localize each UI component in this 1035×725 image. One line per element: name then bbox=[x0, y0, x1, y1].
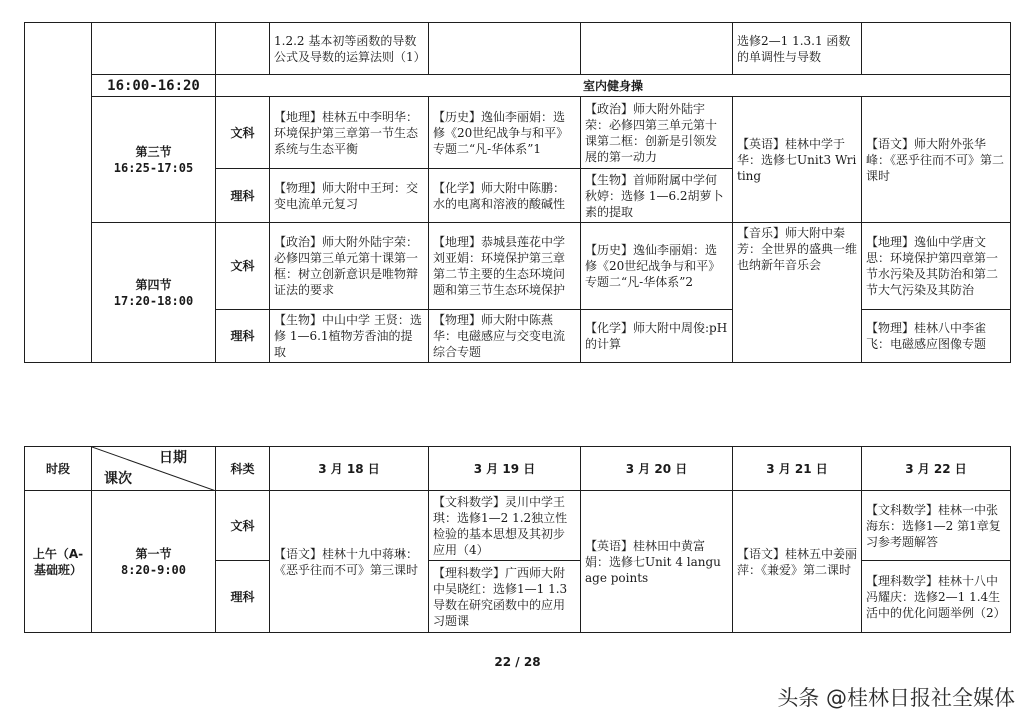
lesson-cell: 【音乐】师大附中秦芳：全世界的盛典一维也纳新年音乐会 bbox=[733, 223, 862, 363]
lesson-cell: 【化学】师大附中周俊:pH的计算 bbox=[581, 310, 733, 363]
header-category: 科类 bbox=[216, 447, 270, 491]
header-date-2: 3 月 19 日 bbox=[429, 447, 581, 491]
section-time: 8:20-9:00 bbox=[120, 562, 187, 577]
lesson-cell: 【历史】逸仙李丽娟：选修《20世纪战争与和平》专题二“凡-华体系”2 bbox=[581, 223, 733, 310]
category-li: 理科 bbox=[216, 561, 270, 633]
section-title: 第一节 bbox=[135, 546, 172, 561]
lesson-cell: 【生物】中山中学 王贤：选修 1—6.1植物芳香油的提取 bbox=[270, 310, 429, 363]
table-row bbox=[25, 97, 1011, 169]
lesson-cell: 【物理】师大附中陈燕华：电磁感应与交变电流综合专题 bbox=[429, 310, 581, 363]
lesson-cell: 【理科数学】广西师大附中吴晓红：选修1—1 1.3导数在研究函数中的应用习题课 bbox=[429, 561, 581, 633]
page-number: 22 / 28 bbox=[494, 655, 541, 669]
empty-cell bbox=[216, 23, 270, 75]
category-li: 理科 bbox=[216, 310, 270, 363]
header-date-5: 3 月 22 日 bbox=[862, 447, 1011, 491]
category-li: 理科 bbox=[216, 169, 270, 223]
period-cell-empty bbox=[25, 23, 92, 363]
lesson-cell: 【历史】逸仙李丽娟：选修《20世纪战争与和平》专题二“凡-华体系”1 bbox=[429, 97, 581, 169]
section-1-cell bbox=[92, 491, 216, 633]
lesson-cell: 【语文】桂林十九中蒋琳：《恶乎往而不可》第三课时 bbox=[270, 491, 429, 633]
empty-cell bbox=[92, 23, 216, 75]
table-row bbox=[25, 75, 1011, 97]
lesson-cell: 【政治】师大附外陆宇荣：必修四第三单元第十课第一框：树立创新意识是唯物辩证法的要求 bbox=[270, 223, 429, 310]
empty-cell bbox=[429, 23, 581, 75]
period-morning: 上午（A-基础班） bbox=[25, 491, 92, 633]
lesson-cell: 【理科数学】桂林十八中冯耀庆：选修2—1 1.4生活中的优化问题举例（2） bbox=[862, 561, 1011, 633]
empty-cell bbox=[581, 23, 733, 75]
lesson-cell: 【文科数学】灵川中学王琪：选修1—2 1.2独立性检验的基本思想及其初步应用（4） bbox=[429, 491, 581, 561]
table-row bbox=[25, 223, 1011, 310]
break-activity: 室内健身操 bbox=[216, 75, 1011, 97]
break-time: 16:00-16:20 bbox=[92, 75, 216, 97]
category-wen: 文科 bbox=[216, 491, 270, 561]
table-row bbox=[25, 23, 1011, 75]
table-row bbox=[25, 491, 1011, 561]
lesson-cell: 【物理】师大附中王珂：交变电流单元复习 bbox=[270, 169, 429, 223]
lesson-cell: 选修2—1 1.3.1 函数的单调性与导数 bbox=[733, 23, 862, 75]
header-period: 时段 bbox=[25, 447, 92, 491]
lesson-cell: 1.2.2 基本初等函数的导数公式及导数的运算法则（1） bbox=[270, 23, 429, 75]
section-time: 17:20-18:00 bbox=[113, 293, 194, 308]
lesson-cell: 【文科数学】桂林一中张海东：选修1—2 第1章复习参考题解答 bbox=[862, 491, 1011, 561]
lesson-cell: 【地理】逸仙中学唐文思：环境保护第四章第一节水污染及其防治和第二节大气污染及其防治 bbox=[862, 223, 1011, 310]
schedule-table bbox=[24, 446, 1011, 633]
header-row bbox=[25, 447, 1011, 491]
lesson-cell: 【英语】桂林中学于华：选修七Unit3 Writing bbox=[733, 97, 862, 223]
header-date-4: 3 月 21 日 bbox=[733, 447, 862, 491]
section-title: 第四节 bbox=[135, 277, 172, 292]
lesson-cell: 【英语】桂林田中黄富娟：选修七Unit 4 language points bbox=[581, 491, 733, 633]
lesson-cell: 【化学】师大附中陈鹏：水的电离和溶液的酸碱性 bbox=[429, 169, 581, 223]
category-wen: 文科 bbox=[216, 223, 270, 310]
header-date-3: 3 月 20 日 bbox=[581, 447, 733, 491]
header-date-lesson bbox=[92, 447, 216, 491]
lesson-cell: 【语文】桂林五中姜丽萍：《兼爱》第二课时 bbox=[733, 491, 862, 633]
watermark: 头条 @桂林日报社全媒体 bbox=[777, 686, 1015, 710]
section-3-cell bbox=[92, 97, 216, 223]
lesson-cell: 【生物】首师附属中学何秋婷：选修 1—6.2胡萝卜素的提取 bbox=[581, 169, 733, 223]
section-title: 第三节 bbox=[135, 144, 172, 159]
lesson-cell: 【语文】师大附外张华峰：《恶乎往而不可》第二课时 bbox=[862, 97, 1011, 223]
lesson-cell: 【地理】恭城县莲花中学刘亚娟：环境保护第三章第二节主要的生态环境问题和第三节生态环境保护 bbox=[429, 223, 581, 310]
lesson-cell: 【物理】桂林八中李雀飞：电磁感应图像专题 bbox=[862, 310, 1011, 363]
section-4-cell bbox=[92, 223, 216, 363]
section-time: 16:25-17:05 bbox=[113, 160, 194, 175]
header-lesson: 课次 bbox=[104, 471, 132, 487]
category-wen: 文科 bbox=[216, 97, 270, 169]
lesson-cell: 【政治】师大附外陆宇荣：必修四第三单元第十课第二框：创新是引领发展的第一动力 bbox=[581, 97, 733, 169]
header-date: 日期 bbox=[159, 450, 187, 466]
schedule-table-continued bbox=[24, 22, 1011, 363]
empty-cell bbox=[862, 23, 1011, 75]
lesson-cell: 【地理】桂林五中李明华：环境保护第三章第一节生态系统与生态平衡 bbox=[270, 97, 429, 169]
header-date-1: 3 月 18 日 bbox=[270, 447, 429, 491]
